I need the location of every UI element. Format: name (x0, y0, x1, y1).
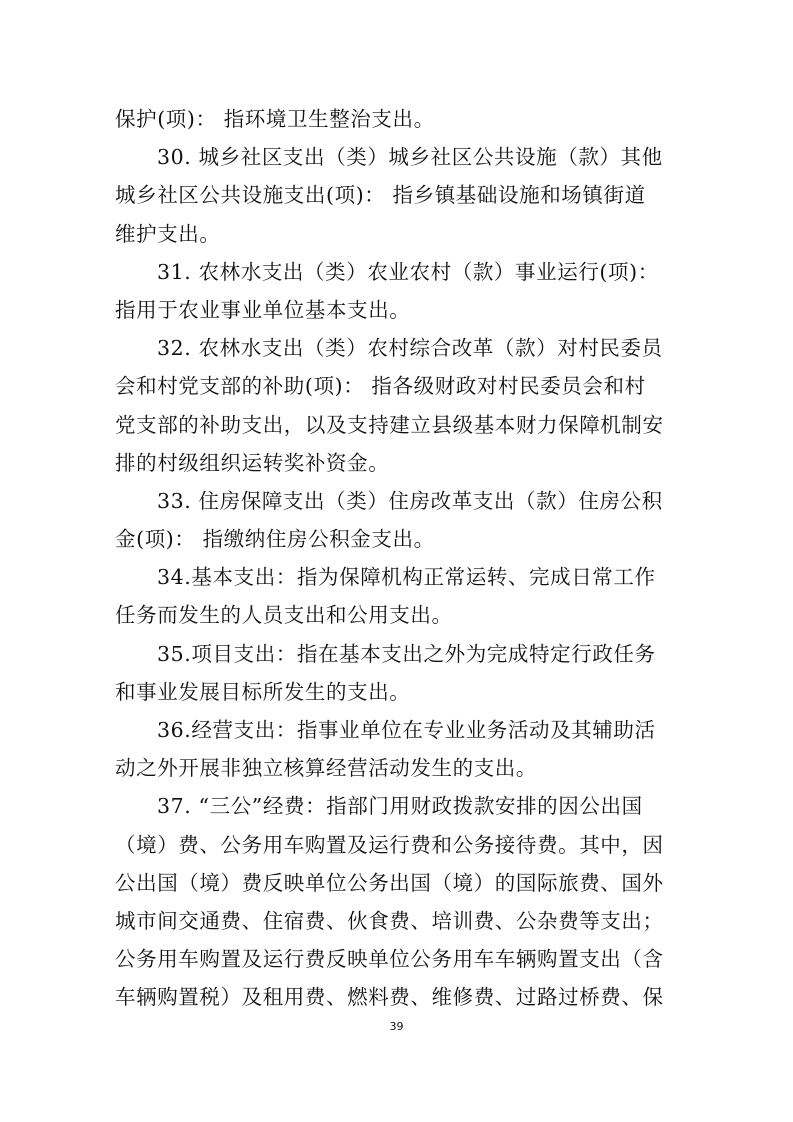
text-line: 城乡社区公共设施支出(项)： 指乡镇基础设施和场镇街道 (115, 183, 646, 208)
text-line: 公出国（境）费反映单位公务出国（境）的国际旅费、国外 (115, 870, 664, 895)
body-text (115, 100, 681, 1017)
text-line: 36.经营支出：指事业单位在专业业务活动及其辅助活 (157, 718, 656, 742)
text-line: 金(项)： 指缴纳住房公积金支出。 (115, 527, 435, 552)
text-line: 排的村级组织运转奖补资金。 (115, 450, 390, 475)
page-number: 39 (389, 1020, 404, 1033)
text-line: 公务用车购置及运行费反映单位公务用车车辆购置支出（含 (115, 947, 664, 972)
text-line: 37. “三公”经费：指部门用财政拨款安排的因公出国 (157, 794, 643, 819)
text-line: 31. 农林水支出（类）农业农村（款）事业运行(项)： (157, 259, 659, 284)
text-line: 和事业发展目标所发生的支出。 (115, 679, 411, 704)
text-line: 车辆购置税）及租用费、燃料费、维修费、过路过桥费、保 (115, 985, 664, 1010)
text-line: 30. 城乡社区支出（类）城乡社区公共设施（款）其他 (157, 145, 663, 170)
text-line: 保护(项)： 指环境卫生整治支出。 (115, 107, 435, 131)
text-line: 34.基本支出：指为保障机构正常运转、完成日常工作 (157, 565, 656, 590)
text-line: 党支部的补助支出，以及支持建立县级基本财力保障机制安 (115, 412, 664, 437)
text-line: 任务而发生的人员支出和公用支出。 (115, 603, 453, 628)
text-line: 维护支出。 (115, 221, 221, 246)
text-line: （境）费、公务用车购置及运行费和公务接待费。其中，因 (115, 832, 664, 857)
text-line: 指用于农业事业单位基本支出。 (115, 297, 411, 322)
text-line: 会和村党支部的补助(项)： 指各级财政对村民委员会和村 (115, 374, 646, 399)
text-line: 城市间交通费、住宿费、伙食费、培训费、公杂费等支出； (115, 908, 664, 933)
text-line: 33. 住房保障支出（类）住房改革支出（款）住房公积 (157, 488, 663, 513)
text-line: 动之外开展非独立核算经营活动发生的支出。 (115, 756, 537, 781)
text-line: 35.项目支出：指在基本支出之外为完成特定行政任务 (157, 641, 656, 666)
text-line: 32. 农林水支出（类）农村综合改革（款）对村民委员 (157, 336, 663, 361)
